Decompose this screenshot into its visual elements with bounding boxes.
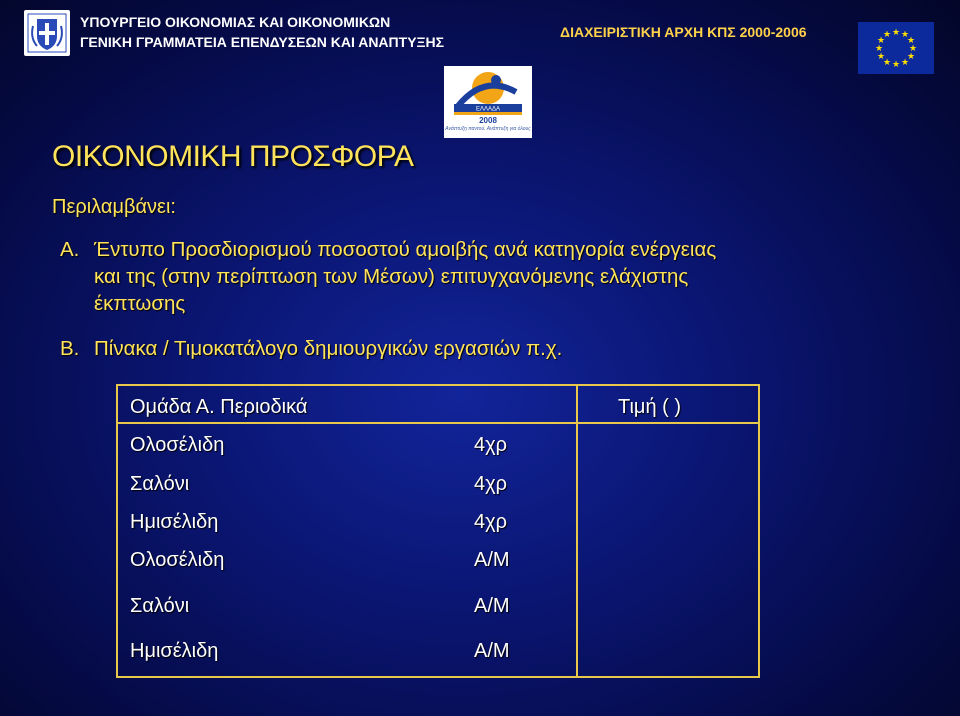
table-row-name: Ολοσέλιδη [130, 549, 225, 571]
logo-slogan: Ανάπτυξη παντού. Ανάπτυξη για όλους [445, 126, 531, 132]
table-header-price: Τιμή ( ) [618, 396, 681, 418]
table-row-name: Σαλόνι [130, 473, 190, 495]
item-b-text: Πίνακα / Τιμοκατάλογο δημιουργικών εργασιών π.χ. [94, 337, 563, 360]
table-header-rule [118, 422, 758, 424]
table-header-group: Ομάδα Α. Περιοδικά [130, 396, 308, 418]
table-row-spec: Α/Μ [474, 595, 510, 617]
eu-flag-icon [858, 22, 934, 74]
price-table [116, 384, 760, 678]
ministry-title [80, 12, 444, 52]
table-row-spec: Α/Μ [474, 640, 510, 662]
logo-year-text: 2008 [479, 116, 497, 125]
ministry-line-1: ΥΠΟΥΡΓΕΙΟ ΟΙΚΟΝΟΜΙΑΣ ΚΑΙ ΟΙΚΟΝΟΜΙΚΩΝ [80, 14, 391, 30]
header-bar [0, 0, 960, 70]
item-a [60, 236, 940, 317]
svg-text:★: ★ [882, 58, 892, 68]
table-row-name: Ολοσέλιδη [130, 434, 225, 456]
item-b-marker: Β. [60, 337, 80, 360]
svg-text:★: ★ [906, 36, 916, 46]
table-row-name: Ημισέλιδη [130, 511, 219, 533]
table-row-spec: Α/Μ [474, 549, 510, 571]
svg-text:★: ★ [908, 44, 918, 54]
table-row-spec: 4χρ [474, 434, 507, 456]
svg-text:★: ★ [906, 52, 916, 62]
table-row-name: Ημισέλιδη [130, 640, 219, 662]
svg-text:★: ★ [891, 60, 901, 70]
item-a-line-2: και της (στην περίπτωση των Μέσων) επιτυγχανόμενης ελάχιστης [94, 265, 689, 288]
table-row-spec: 4χρ [474, 511, 507, 533]
logo-top-text: ΕΛΛΑΔΑ [475, 106, 501, 113]
includes-label: Περιλαμβάνει: [52, 196, 176, 218]
ministry-line-2: ΓΕΝΙΚΗ ΓΡΑΜΜΑΤΕΙΑ ΕΠΕΝΔΥΣΕΩΝ ΚΑΙ ΑΝΑΠΤΥΞΗΣ [80, 34, 445, 50]
table-row-name: Σαλόνι [130, 595, 190, 617]
slide-title: ΟΙΚΟΝΟΜΙΚΗ ΠΡΟΣΦΟΡΑ [52, 140, 414, 173]
svg-text:★: ★ [874, 44, 884, 54]
item-b [60, 335, 562, 362]
table-row-spec: 4χρ [474, 473, 507, 495]
greek-emblem-icon [24, 10, 70, 56]
item-a-line-1: Έντυπο Προσδιορισμού ποσοστού αμοιβής ανά κατηγορία ενέργειας [94, 238, 717, 261]
svg-text:★: ★ [900, 58, 910, 68]
svg-text:★: ★ [891, 28, 901, 38]
svg-text:★: ★ [900, 30, 910, 40]
svg-text:★: ★ [876, 52, 886, 62]
svg-text:★: ★ [876, 36, 886, 46]
managing-authority-label: ΔΙΑΧΕΙΡΙΣΤΙΚΗ ΑΡΧΗ ΚΠΣ 2000-2006 [560, 24, 807, 40]
greece-2008-logo [444, 66, 532, 138]
svg-text:★: ★ [882, 30, 892, 40]
table-divider [576, 386, 578, 676]
item-a-marker: Α. [60, 238, 80, 261]
item-a-line-3: έκπτωσης [94, 292, 186, 315]
